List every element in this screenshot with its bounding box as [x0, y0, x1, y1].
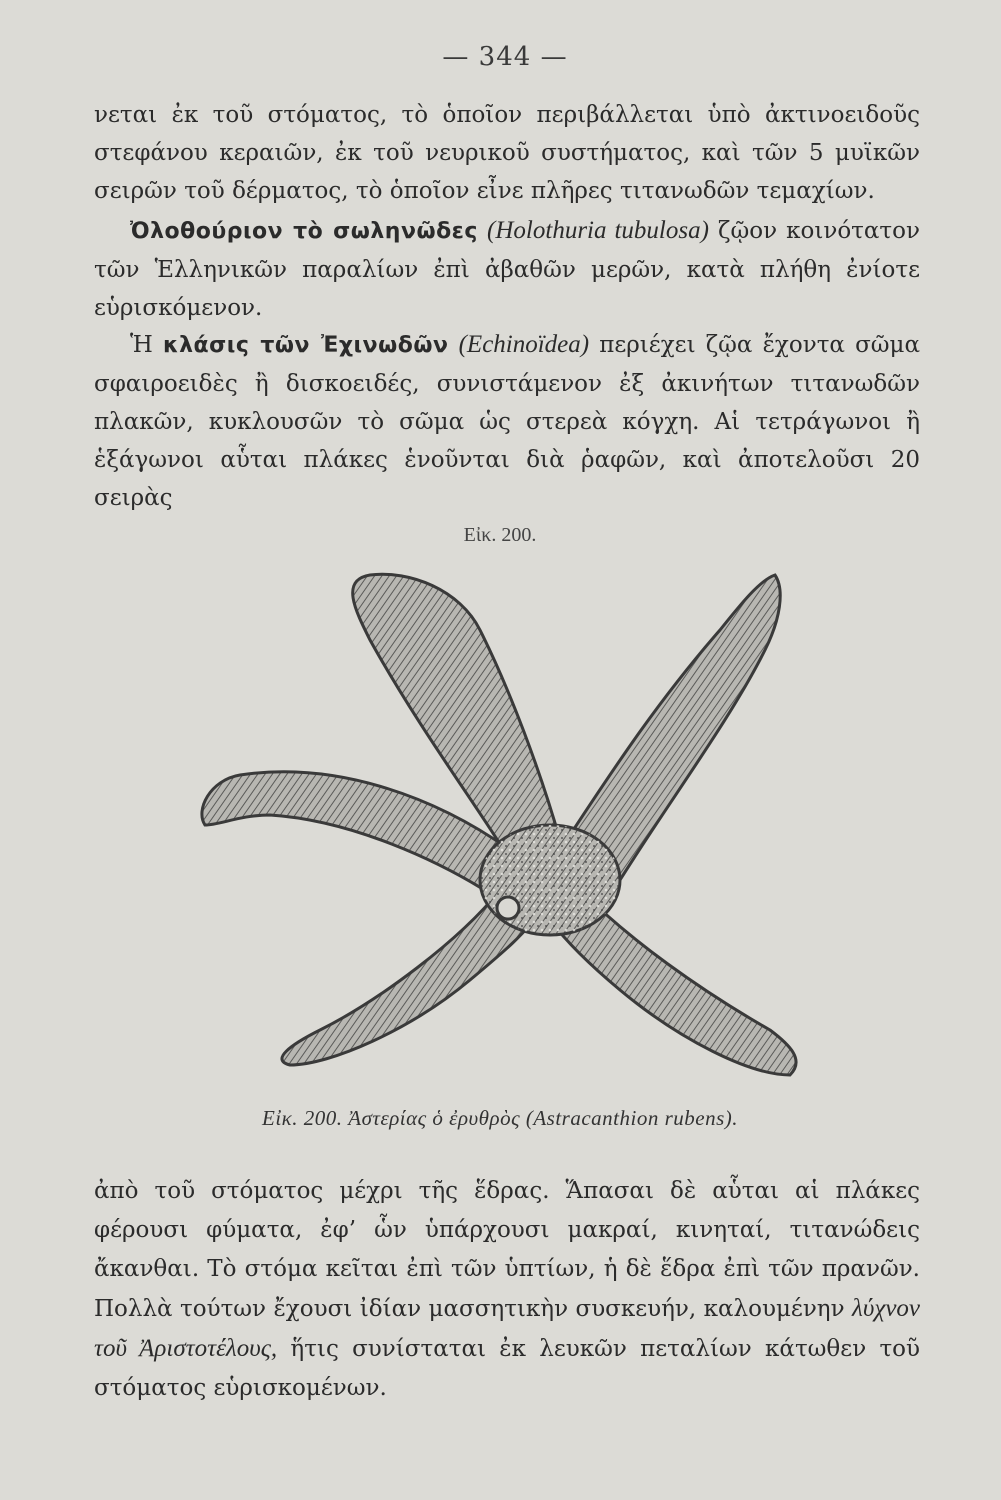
latin-name-holothuria: (Holothuria tubulosa): [487, 217, 709, 244]
starfish-illustration: [180, 560, 820, 1090]
paragraph-echinoidea: [94, 326, 920, 517]
latin-name-echinoidea: (Echinoïdea): [458, 331, 590, 358]
heading-holothuria: Ὀλοθούριον τὸ σωληνῶδες: [130, 219, 478, 244]
figure-caption: Εἰκ. 200. Ἀστερίας ὁ ἐρυθρὸς (Astracanthion rubens).: [262, 1106, 738, 1130]
paragraph-echinoidea-intro: Ἡ: [130, 332, 153, 358]
italic-term-lantern: λύχνον τοῦ Ἀριστοτέλους,: [94, 1295, 921, 1362]
paragraph-plates: [94, 1172, 920, 1408]
starfish-body: [202, 574, 796, 1075]
madreporite-icon: [497, 897, 519, 919]
paragraph-holothuria: [94, 212, 920, 327]
paragraph-holothuria-text: ζῷον κοινότατον τῶν Ἑλληνικῶν παραλίων ἐπὶ ἀβαθῶν μερῶν, κατὰ πλήθη ἐνίοτε εὑρισκόμενον.: [94, 218, 920, 321]
figure-label: Εἰκ. 200.: [463, 524, 537, 546]
paragraph-echinoidea-text: περιέχει ζῷα ἔχοντα σῶμα σφαιροειδὲς ἢ δισκοειδές, συνιστάμενον ἐξ ἀκινήτων τιτανωδῶν πλακῶν, κυκλουσῶν τὸ σῶμα ὡς στερεὰ κόγχη. Αἱ τετράγωνοι ἢ ἑξάγωνοι αὗται πλάκες ἑνοῦνται διὰ ῥαφῶν, καὶ ἀποτελοῦσι 20 σειρὰς: [94, 332, 921, 511]
paragraph-continuation: νεται ἐκ τοῦ στόματος, τὸ ὁποῖον περιβάλλεται ὑπὸ ἀκτινοειδοῦς στεφάνου κεραιῶν, ἐκ τοῦ νευρικοῦ συστήματος, καὶ τῶν 5 μυϊκῶν σειρῶν τοῦ δέρματος, τὸ ὁποῖον εἶνε πλῆρες τιτανωδῶν τεμαχίων.: [94, 102, 920, 204]
paragraph-plates-text: ἀπὸ τοῦ στόματος μέχρι τῆς ἕδρας. Ἅπασαι δὲ αὗται αἱ πλάκες φέρουσι φύματα, ἐφ’ ὧν ὑπάρχουσι μακραί, κινηταί, τιτανώδεις ἄκανθαι. Τὸ στόμα κεῖται ἐπὶ τῶν ὑπτίων, ἡ δὲ ἕδρα ἐπὶ τῶν πρανῶν. Πολλὰ τούτων ἔχουσι ἰδίαν μασσητικὴν συσκευήν, καλουμένην: [94, 1178, 920, 1322]
paragraph-plates-end: ἥτις συνίσταται ἐκ λευκῶν πεταλίων κάτωθεν τοῦ στόματος εὑρισκομένων.: [94, 1336, 920, 1401]
page-number: — 344 —: [442, 42, 568, 72]
heading-echinoidea: κλάσις τῶν Ἐχινωδῶν: [162, 333, 449, 358]
